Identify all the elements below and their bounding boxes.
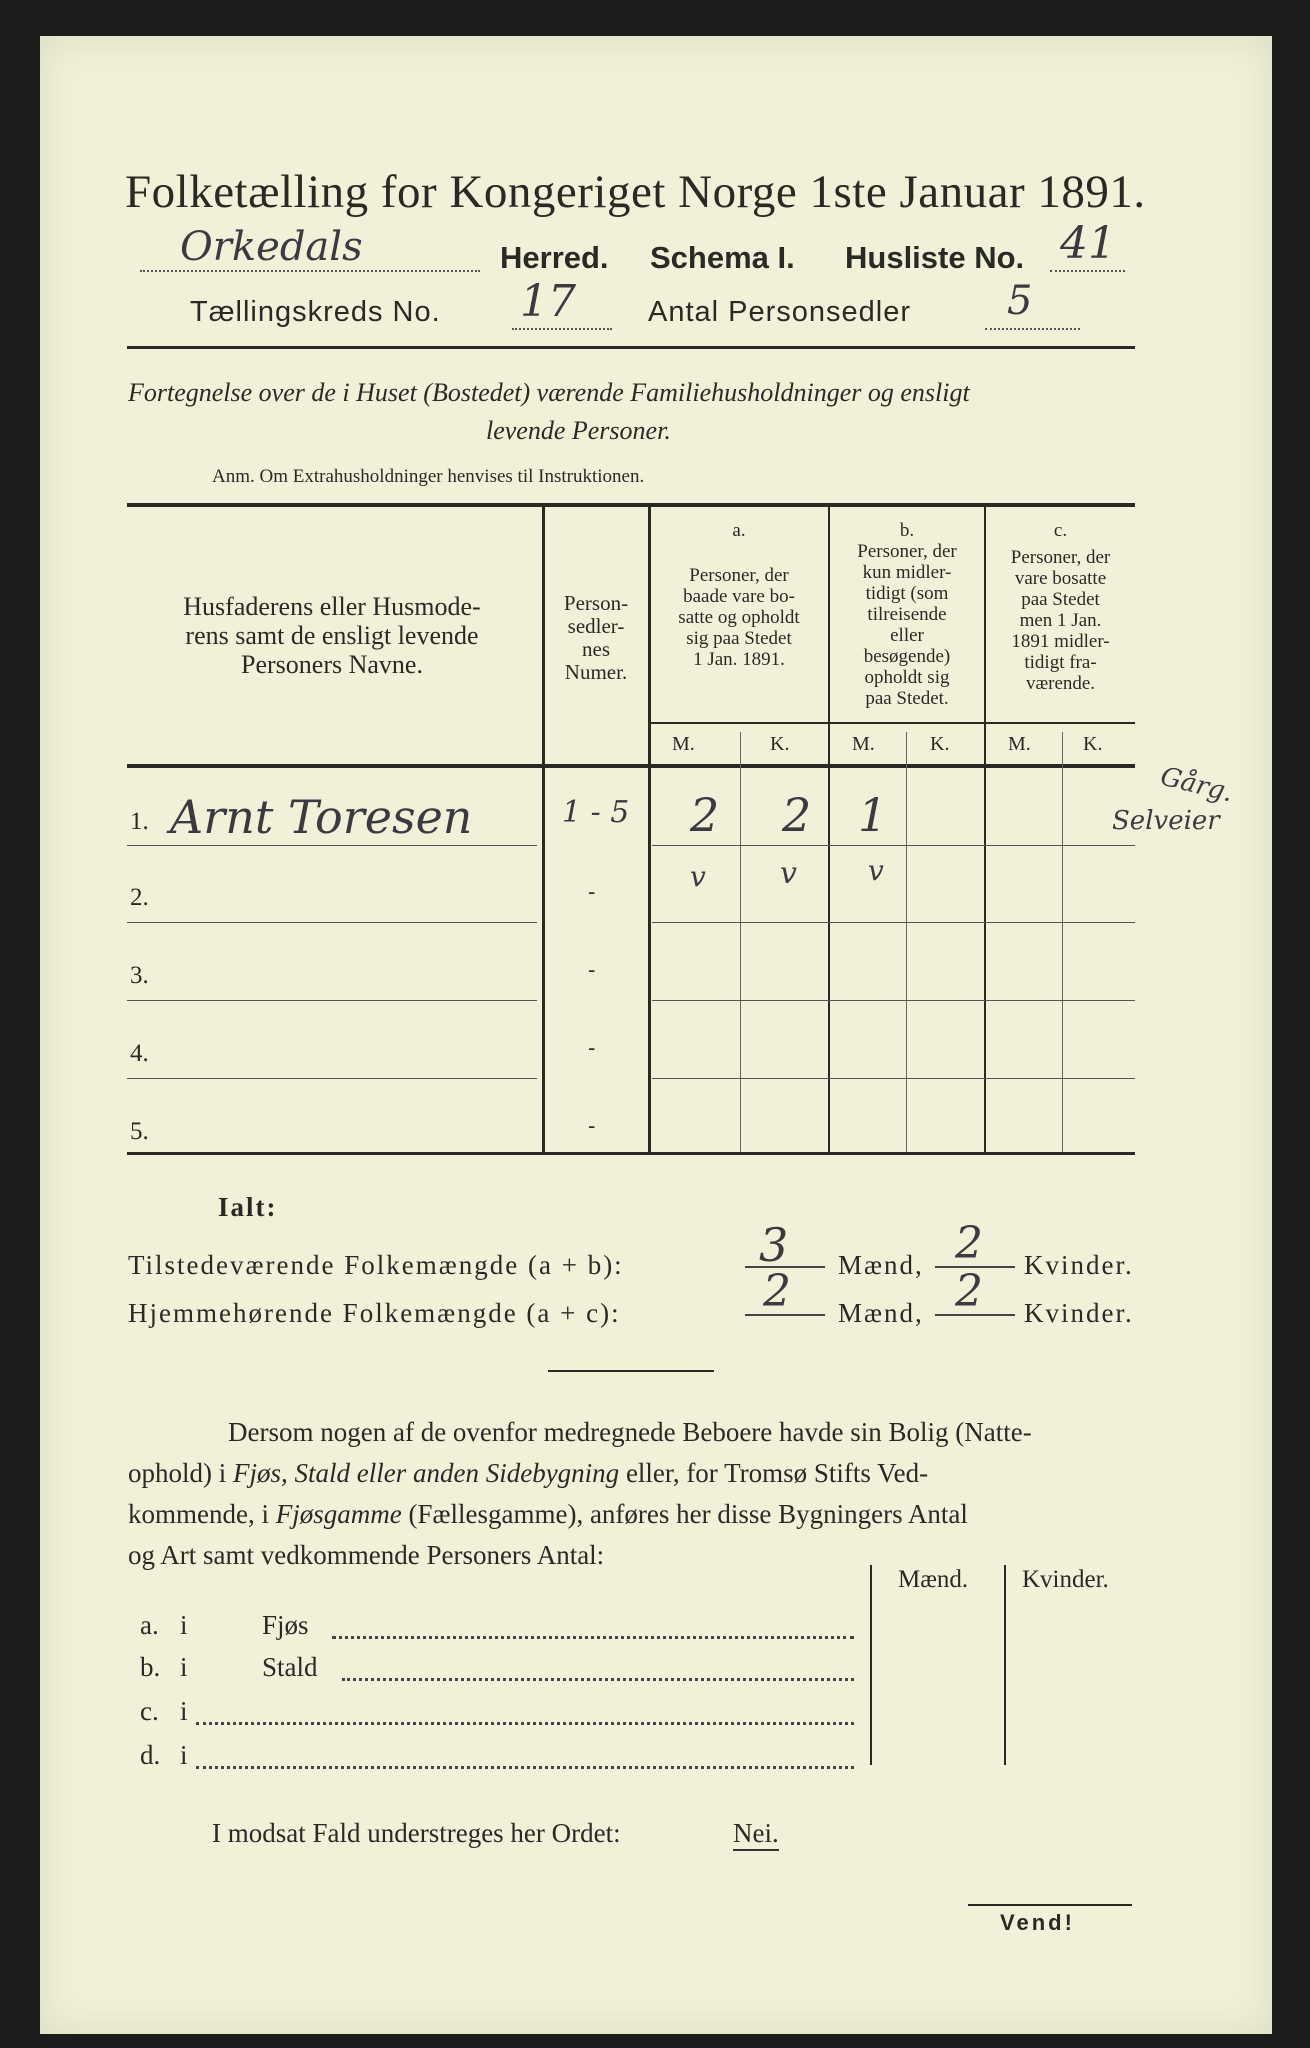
row1-data-rule [652, 845, 1135, 846]
mk-top-rule [650, 722, 1135, 724]
separator-rule [548, 1370, 714, 1372]
kreds-field [512, 276, 612, 330]
tilstede-maend: Mænd, [838, 1250, 924, 1280]
col-rule-2 [648, 507, 651, 1152]
row1-a-m: 2 [690, 788, 720, 842]
col-rule-a-mk [740, 732, 741, 1152]
bolig-line-2 [128, 1453, 928, 1494]
modsat-text: I modsat Fald understreges her Ordet: [212, 1818, 621, 1848]
row2-a-m-check: v [690, 860, 706, 893]
row2-numer: - [588, 880, 596, 905]
row1-underline [127, 845, 537, 846]
form-title: Folketælling for Kongeriget Norge 1ste Januar 1891. [125, 166, 1146, 218]
bolig-line-1: Dersom nogen af de ovenfor medregnede Beboere havde sin Bolig (Natte- [228, 1417, 1032, 1447]
antal-label: Antal Personsedler [648, 296, 912, 328]
row4-underline [127, 1078, 537, 1079]
row2-data-rule [652, 922, 1135, 923]
margin-note-selveier: Selveier [1112, 806, 1220, 836]
a-m-label: M. [672, 733, 695, 755]
schema-label: Schema I. [650, 240, 795, 275]
bolig-item-d-dots [196, 1740, 854, 1769]
anm-note: Anm. Om Extrahusholdninger henvises til Instruktionen. [212, 466, 645, 487]
col-c-l2: vare bosatte [1014, 568, 1107, 589]
tilstede-k-value: 2 [955, 1218, 983, 1269]
row4-number: 4. [130, 1040, 149, 1067]
row2-underline [127, 922, 537, 923]
col-a-l1: Personer, der [689, 565, 789, 586]
nei-word: Nei. [733, 1818, 779, 1851]
row5-number: 5. [130, 1118, 149, 1145]
bolig-item-c-dots [196, 1696, 854, 1725]
name-col-header [132, 592, 532, 679]
table-bottom-rule [127, 1152, 1135, 1155]
numer-header-l3: nes [582, 637, 610, 661]
herred-label: Herred. [500, 240, 609, 275]
hjemme-kvinder: Kvinder. [1024, 1298, 1134, 1328]
col-b-l1: Personer, der [857, 541, 957, 562]
row5-numer: - [588, 1114, 596, 1139]
antal-field [985, 278, 1080, 330]
numer-col-header [546, 592, 646, 684]
bolig-col-rule-2 [1004, 1565, 1006, 1765]
husliste-field [1050, 218, 1125, 272]
col-rule-c-mk [1062, 732, 1063, 1152]
bolig-col-kvinder: Kvinder. [1022, 1566, 1109, 1593]
row4-numer: - [588, 1036, 596, 1061]
kreds-value: 17 [520, 276, 576, 327]
hjemme-m-field [745, 1266, 825, 1317]
col-c-l7: værende. [1025, 673, 1096, 694]
bolig-item-b-label: Stald [262, 1652, 318, 1682]
margin-note-gaard: Gårg. [1157, 761, 1237, 809]
c-k-label: K. [1083, 733, 1103, 755]
row3-underline [127, 1000, 537, 1001]
numer-header-l1: Person- [563, 591, 629, 615]
col-b-letter: b. [899, 520, 915, 541]
bolig-col-maend: Mænd. [898, 1566, 969, 1593]
row3-data-rule [652, 1000, 1135, 1001]
kreds-label: Tællingskreds No. [190, 296, 441, 328]
bolig-item-a-label: Fjøs [262, 1610, 309, 1640]
row1-b-m: 1 [858, 788, 888, 842]
row2-b-m-check: v [868, 854, 884, 887]
hjemme-maend: Mænd, [838, 1298, 924, 1328]
ialt-label: Ialt: [218, 1192, 278, 1222]
hjemme-label: Hjemmehørende Folkemængde (a + c): [128, 1298, 621, 1328]
intro-line-2: levende Personer. [486, 416, 671, 445]
col-c-l1: Personer, der [1010, 547, 1111, 568]
bolig-item-c-i: i [180, 1696, 188, 1726]
vend-label: Vend! [1000, 1910, 1075, 1935]
row2-a-k-check: v [780, 856, 797, 891]
tilstede-label: Tilstedeværende Folkemængde (a + b): [128, 1250, 624, 1280]
col-c-header [986, 520, 1135, 694]
numer-header-l4: Numer. [564, 660, 628, 684]
hjemme-m-value: 2 [763, 1266, 791, 1317]
numer-header-l2: sedler- [567, 614, 625, 638]
row1-a-k: 2 [782, 788, 812, 842]
bolig-item-a-letter: a. [140, 1610, 159, 1640]
row3-number: 3. [130, 962, 149, 989]
col-b-l5: eller [890, 625, 924, 646]
col-rule-1 [542, 507, 545, 1152]
bolig-item-b-i: i [180, 1652, 188, 1682]
col-c-l6: tidigt fra- [1024, 652, 1097, 673]
bolig-line-3 [128, 1494, 968, 1535]
name-col-header-l2: rens samt de ensligt levende [185, 621, 479, 650]
row3-numer: - [588, 958, 596, 983]
tilstede-m-value: 3 [759, 1218, 789, 1272]
col-b-l6: besøgende) [863, 646, 951, 667]
hjemme-k-value: 2 [955, 1266, 983, 1317]
row4-data-rule [652, 1078, 1135, 1079]
herred-field [140, 224, 480, 272]
bolig-line-2c: eller, for Tromsø Stifts Ved- [619, 1458, 929, 1488]
bolig-item-a-dots [332, 1610, 854, 1639]
col-c-l5: 1891 midler- [1011, 631, 1110, 652]
antal-value: 5 [1007, 278, 1033, 324]
col-b-l8: paa Stedet. [865, 688, 949, 709]
row2-number: 2. [130, 884, 149, 911]
bolig-line-2b: Fjøs, Stald eller anden Sidebygning [233, 1458, 620, 1488]
col-rule-b-mk [906, 732, 907, 1152]
bolig-line-2a: ophold) i [128, 1458, 233, 1488]
bolig-line-4: og Art samt vedkommende Personers Antal: [128, 1540, 605, 1570]
col-c-letter: c. [1053, 520, 1068, 541]
herred-value: Orkedals [180, 224, 363, 270]
name-col-header-l3: Personers Navne. [241, 650, 423, 679]
bolig-line-3a: kommende, i [128, 1499, 276, 1529]
col-b-l7: opholdt sig [864, 667, 950, 688]
row1-numer: 1 - 5 [562, 795, 630, 830]
col-a-l5: 1 Jan. 1891. [693, 649, 785, 670]
col-c-l3: paa Stedet [1021, 589, 1100, 610]
husliste-label: Husliste No. [845, 240, 1025, 275]
col-c-l4: men 1 Jan. [1019, 610, 1102, 631]
col-b-l4: tilreisende [867, 604, 947, 625]
bolig-line-3c: (Fællesgamme), anføres her disse Bygningers Antal [401, 1499, 968, 1529]
tilstede-k-field [935, 1218, 1015, 1269]
bolig-item-b-dots [342, 1652, 854, 1681]
row1-name: Arnt Toresen [170, 790, 473, 844]
census-form-page [40, 36, 1272, 2034]
col-b-l2: kun midler- [862, 562, 952, 583]
name-col-header-l1: Husfaderens eller Husmode- [183, 592, 481, 621]
col-a-l2: baade vare bo- [683, 586, 795, 607]
bolig-item-a-i: i [180, 1610, 188, 1640]
a-k-label: K. [770, 733, 790, 755]
col-a-l4: sig paa Stedet [686, 628, 792, 649]
hjemme-k-field [935, 1266, 1015, 1317]
col-a-header [652, 520, 826, 670]
b-m-label: M. [852, 733, 875, 755]
col-a-letter: a. [732, 520, 746, 541]
header-rule [127, 346, 1135, 349]
bolig-item-d-i: i [180, 1740, 188, 1770]
bolig-item-d-letter: d. [140, 1740, 161, 1770]
bolig-line-3b: Fjøsgamme [275, 1499, 402, 1529]
intro-line-1: Fortegnelse over de i Huset (Bostedet) værende Familiehusholdninger og ensligt [128, 378, 970, 407]
row1-number: 1. [130, 808, 149, 835]
tilstede-kvinder: Kvinder. [1024, 1250, 1134, 1280]
col-a-l3: satte og opholdt [678, 607, 800, 628]
husliste-value: 41 [1060, 218, 1116, 269]
bolig-item-c-letter: c. [140, 1696, 159, 1726]
col-b-l3: tidigt (som [865, 583, 949, 604]
c-m-label: M. [1008, 733, 1031, 755]
bolig-item-b-letter: b. [140, 1652, 161, 1682]
col-b-header [830, 520, 984, 709]
bolig-col-rule-1 [870, 1565, 872, 1765]
b-k-label: K. [930, 733, 950, 755]
tilstede-m-field [745, 1218, 825, 1272]
vend-rule [968, 1904, 1132, 1906]
